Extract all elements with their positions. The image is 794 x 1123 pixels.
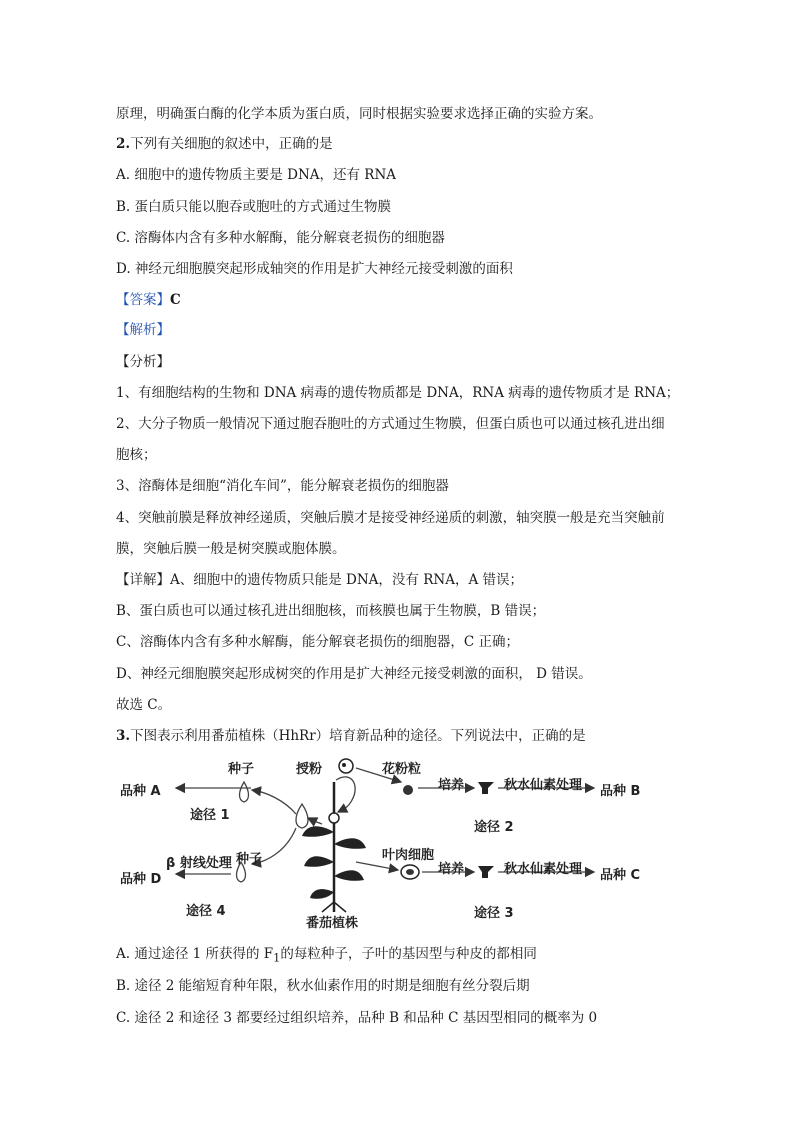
variety-c-label: 品种 C xyxy=(600,868,641,883)
route-1-label: 途径 1 xyxy=(190,808,230,823)
variety-d-label: 品种 D xyxy=(120,872,162,887)
option-a: A. 细胞中的遗传物质主要是 DNA，还有 RNA xyxy=(116,167,397,183)
detail-tag: 【详解】 xyxy=(116,572,170,588)
breeding-diagram xyxy=(116,752,676,932)
analysis-tag: 【解析】 xyxy=(116,322,170,338)
seed-label-2: 种子 xyxy=(236,852,263,867)
answer-tag: 【答案】 xyxy=(116,292,170,308)
q3-option-a xyxy=(116,944,696,969)
option-b: B. 蛋白质只能以胞吞或胞吐的方式通过生物膜 xyxy=(116,199,392,215)
callus-icon-2 xyxy=(478,866,494,878)
variety-a-label: 品种 A xyxy=(120,784,161,799)
culture-label-1: 培养 xyxy=(438,778,465,793)
question-text: 下图表示利用番茄植株（HhRr）培育新品种的途径。下列说法中，正确的是 xyxy=(130,728,586,744)
analysis-point-1: 1、有细胞结构的生物和 DNA 病毒的遗传物质都是 DNA，RNA 病毒的遗传物质才是 RNA； xyxy=(116,385,680,401)
analysis-point-4: 4、突触前膜是释放神经递质，突触后膜才是接受神经递质的刺激，轴突膜一般是充当突触前 xyxy=(116,510,665,526)
option-text: A. 通过途径 1 所获得的 F xyxy=(116,946,274,962)
question-number: 3. xyxy=(116,728,131,744)
detail-text: A、细胞中的遗传物质只能是 DNA，没有 RNA，A 错误； xyxy=(170,572,523,588)
pollination-label: 授粉 xyxy=(296,762,323,777)
fenxi-tag: 【分析】 xyxy=(116,354,170,370)
q3-option-b: B. 途径 2 能缩短育种年限，秋水仙素作用的时期是细胞有丝分裂后期 xyxy=(116,978,530,994)
analysis-point-2: 2、大分子物质一般情况下通过胞吞胞吐的方式通过生物膜，但蛋白质也可以通过核孔进出细 xyxy=(116,416,665,432)
callus-icon-1 xyxy=(478,782,494,794)
analysis-point-2-cont: 胞核； xyxy=(116,447,157,463)
subscript: 1 xyxy=(273,951,281,965)
answer-line xyxy=(116,290,696,310)
beta-ray-label: β 射线处理 xyxy=(166,856,232,871)
detail-c: C、溶酶体内含有多种水解酶，能分解衰老损伤的细胞器，C 正确； xyxy=(116,634,519,650)
route-2-label: 途径 2 xyxy=(474,820,514,835)
route-3-label: 途径 3 xyxy=(474,906,514,921)
flower-icon xyxy=(339,759,353,773)
detail-d: D、神经元细胞膜突起形成树突的作用是扩大神经元接受刺激的面积， D 错误。 xyxy=(116,666,592,682)
option-text-cont: 的每粒种子，子叶的基因型与种皮的都相同 xyxy=(280,946,537,962)
pollen-grain-icon xyxy=(403,785,413,795)
option-c: C. 溶酶体内含有多种水解酶，能分解衰老损伤的细胞器 xyxy=(116,230,445,246)
question-3-stem xyxy=(116,726,696,746)
detail-a xyxy=(116,570,696,590)
question-text: 下列有关细胞的叙述中，正确的是 xyxy=(130,136,333,152)
colchicine-label-1: 秋水仙素处理 xyxy=(504,778,583,793)
seed-icon-upper xyxy=(240,782,249,802)
analysis-point-4-cont: 膜，突触后膜一般是树突膜或胞体膜。 xyxy=(116,541,346,557)
tomato-plant-label: 番茄植株 xyxy=(306,916,359,931)
pollen-label: 花粉粒 xyxy=(382,762,422,777)
detail-b: B、蛋白质也可以通过核孔进出细胞核，而核膜也属于生物膜，B 错误； xyxy=(116,603,546,619)
colchicine-label-2: 秋水仙素处理 xyxy=(504,862,583,877)
paragraph-line: 原理，明确蛋白酶的化学本质为蛋白质，同时根据实验要求选择正确的实验方案。 xyxy=(116,106,602,122)
q3-option-c: C. 途径 2 和途径 3 都要经过组织培养，品种 B 和品种 C 基因型相同的概率为 0 xyxy=(116,1010,598,1026)
seed-label-1: 种子 xyxy=(228,762,255,777)
question-number: 2. xyxy=(116,136,131,152)
analysis-point-3: 3、溶酶体是细胞“消化车间”，能分解衰老损伤的细胞器 xyxy=(116,478,449,494)
option-d: D. 神经元细胞膜突起形成轴突的作用是扩大神经元接受刺激的面积 xyxy=(116,261,513,277)
route-4-label: 途径 4 xyxy=(186,904,226,919)
conclusion: 故选 C。 xyxy=(116,697,172,713)
seed-icon-large xyxy=(296,804,308,828)
question-2-stem xyxy=(116,134,696,154)
leaf-cell-label: 叶肉细胞 xyxy=(382,848,435,863)
answer-value: C xyxy=(170,292,181,308)
variety-b-label: 品种 B xyxy=(600,784,641,799)
culture-label-2: 培养 xyxy=(438,862,465,877)
tomato-plant-icon xyxy=(302,782,366,912)
